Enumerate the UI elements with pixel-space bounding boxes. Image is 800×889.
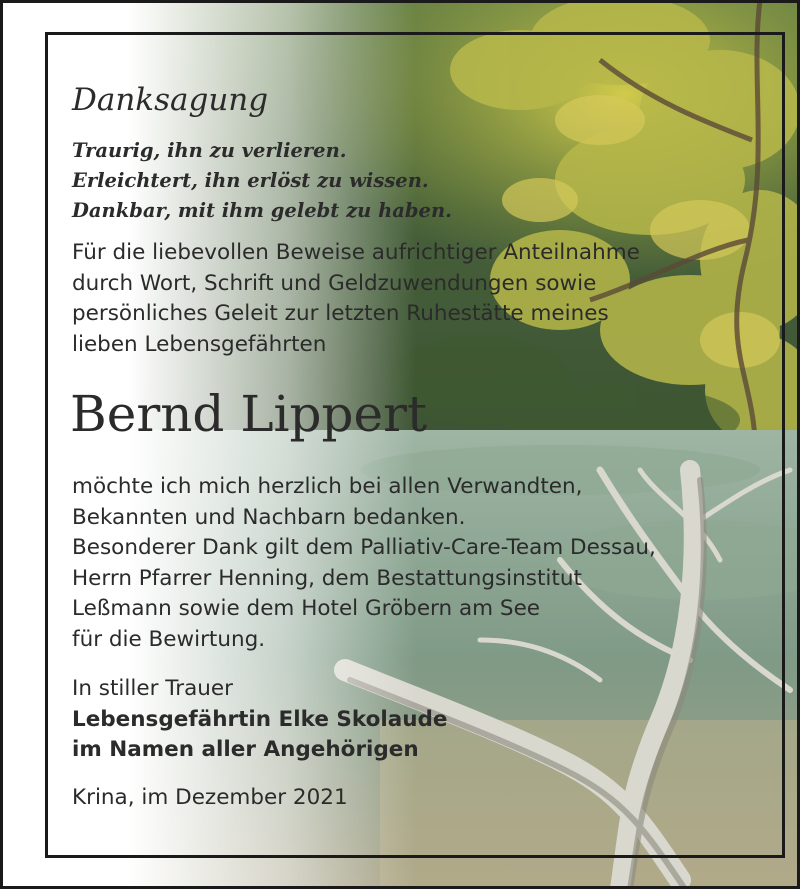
motto-line: Erleichtert, ihn erlöst zu wissen. <box>72 169 429 192</box>
intro-line: Für die liebevollen Beweise aufrichtiger Anteilnahme <box>72 240 640 265</box>
deceased-name: Bernd Lippert <box>70 385 428 443</box>
motto-line: Dankbar, mit ihm gelebt zu haben. <box>72 199 452 222</box>
sign-intro: In stiller Trauer <box>72 676 233 701</box>
thanks-line: Herrn Pfarrer Henning, dem Bestattungsinstitut <box>72 565 582 591</box>
signer-line: im Namen aller Angehörigen <box>72 737 419 762</box>
notice-text <box>72 82 772 813</box>
thanks-paragraph <box>72 472 772 655</box>
thanks-line: für die Bewirtung. <box>72 626 266 652</box>
intro-paragraph <box>72 238 772 360</box>
signer-line: Lebensgefährtin Elke Skolaude <box>72 706 448 732</box>
thanks-line: möchte ich mich herzlich bei allen Verwandten, <box>72 474 583 499</box>
intro-line: durch Wort, Schrift und Geldzuwendungen sowie <box>72 270 597 296</box>
thanks-line: Besonderer Dank gilt dem Palliativ-Care-Team Dessau, <box>72 535 656 560</box>
intro-line: lieben Lebensgefährten <box>72 331 327 357</box>
motto-verse <box>72 136 772 226</box>
signature-block <box>72 674 772 766</box>
intro-line: persönliches Geleit zur letzten Ruhestätte meines <box>72 301 609 326</box>
notice-title: Danksagung <box>72 82 269 118</box>
motto-line: Traurig, ihn zu verlieren. <box>72 139 347 162</box>
thanks-line: Leßmann sowie dem Hotel Gröbern am See <box>72 596 541 621</box>
thanks-line: Bekannten und Nachbarn bedanken. <box>72 504 466 530</box>
place-date: Krina, im Dezember 2021 <box>72 784 348 810</box>
